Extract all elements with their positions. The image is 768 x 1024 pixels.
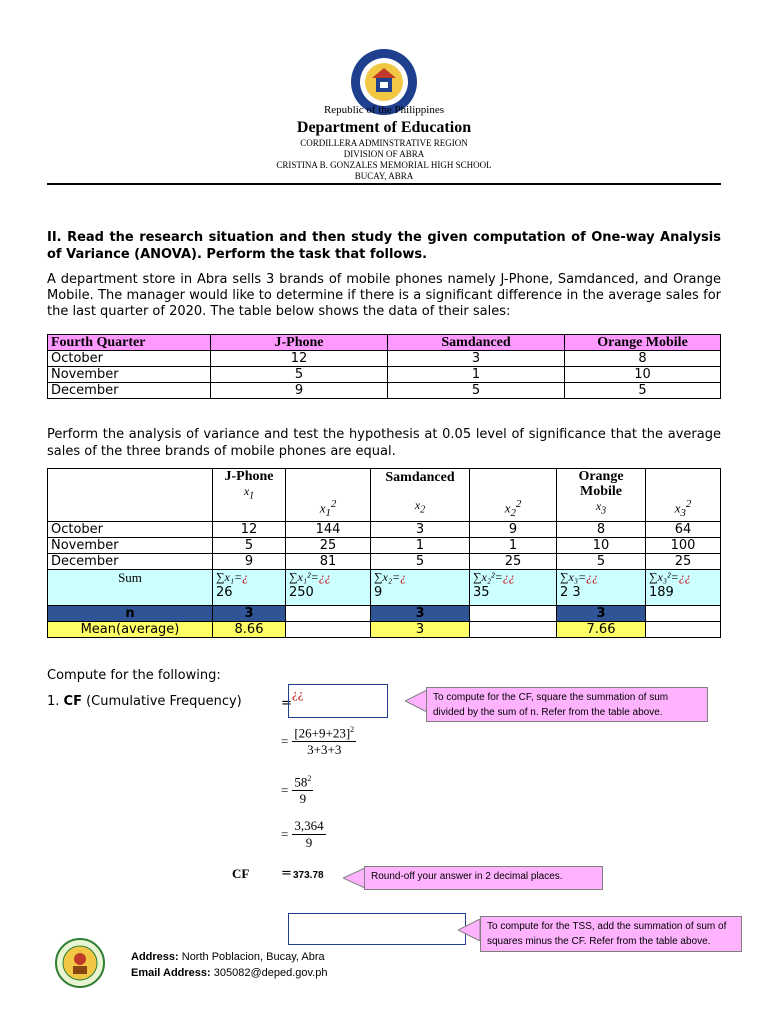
sum-cell xyxy=(286,570,371,606)
table-row xyxy=(48,383,721,399)
value-cell: 1 xyxy=(371,538,470,554)
value-cell: 144 xyxy=(286,522,371,538)
mean-value: 8.66 xyxy=(213,622,286,638)
header-cell: J-Phone xyxy=(211,335,388,351)
sum-label: Sum xyxy=(48,570,213,606)
situation-paragraph: A department store in Abra sells 3 brands of mobile phones namely J-Phone, Samdanced, and Orange Mobile. The manager would like to determine if there is a significant difference in the average sales for the last quarter of 2020. The table below shows the data of their sales: xyxy=(47,272,721,319)
empty-cell xyxy=(470,622,557,638)
sum-value: 26 xyxy=(216,585,233,600)
month-cell: November xyxy=(48,538,213,554)
exponent: 2 xyxy=(307,774,312,783)
brand-header xyxy=(213,469,286,522)
sum-mark: ¿¿ xyxy=(586,570,599,584)
n-value: 3 xyxy=(557,606,646,622)
header-divider xyxy=(47,183,721,185)
sum-cell xyxy=(557,570,646,606)
sum-cell xyxy=(213,570,286,606)
step1-numerator: [26+9+23] xyxy=(294,725,351,741)
sum-expr: ∑x₂= xyxy=(374,570,401,584)
sum-value: 189 xyxy=(649,585,674,600)
email-line xyxy=(131,967,327,979)
school-line: CRISTINA B. GONZALES MEMORIAL HIGH SCHOOL xyxy=(276,160,492,170)
mean-label: Mean(average) xyxy=(48,622,213,638)
item-bold: CF xyxy=(63,694,82,709)
section-heading: II. Read the research situation and then study the given computation of One-way Analysis of Variance (ANOVA). Perform the task that follows. xyxy=(47,230,721,262)
value-cell: 9 xyxy=(211,383,388,399)
sum-row xyxy=(48,570,721,606)
email-label: Email Address: xyxy=(131,967,211,979)
empty-cell xyxy=(646,606,721,622)
sum-expr: ∑x₁= xyxy=(216,570,243,584)
compute-intro: Compute for the following: xyxy=(47,668,221,683)
value-cell: 9 xyxy=(213,554,286,570)
sum-mark: ¿ xyxy=(400,570,407,584)
empty-cell xyxy=(286,622,371,638)
empty-cell xyxy=(48,469,213,522)
sum-cell xyxy=(646,570,721,606)
sales-table-header xyxy=(48,335,721,351)
brand-name: Orange Mobile xyxy=(578,469,624,499)
equals-sign: = xyxy=(281,826,289,842)
town-line: BUCAY, ABRA xyxy=(354,171,414,181)
n-label: n xyxy=(48,606,213,622)
header-cell: Samdanced xyxy=(388,335,565,351)
mean-value: 3 xyxy=(371,622,470,638)
sum-expr: ∑x₂²= xyxy=(473,570,503,584)
value-cell: 5 xyxy=(211,367,388,383)
value-cell: 5 xyxy=(557,554,646,570)
cf-answer-box[interactable] xyxy=(288,684,388,718)
exponent: 2 xyxy=(350,725,355,734)
callout-arrow xyxy=(458,919,482,946)
table-row xyxy=(48,538,721,554)
sales-table xyxy=(47,334,721,399)
value-cell: 8 xyxy=(557,522,646,538)
brand-header xyxy=(371,469,470,522)
republic-line: Republic of the Philippines xyxy=(323,104,445,116)
sum-expr: ∑x₁²= xyxy=(289,570,319,584)
sum-cell xyxy=(371,570,470,606)
empty-cell xyxy=(286,606,371,622)
month-cell: December xyxy=(48,554,213,570)
step2-numerator: 58 xyxy=(294,774,308,790)
email-value[interactable]: 305082@deped.gov.ph xyxy=(213,967,328,979)
value-cell: 5 xyxy=(565,383,721,399)
empty-cell xyxy=(470,606,557,622)
n-row xyxy=(48,606,721,622)
value-cell: 5 xyxy=(213,538,286,554)
month-cell: October xyxy=(48,522,213,538)
anova-header-row xyxy=(48,469,721,522)
brand-name: Samdanced xyxy=(385,470,455,485)
value-cell: 1 xyxy=(470,538,557,554)
mean-row xyxy=(48,622,721,638)
header-cell: Fourth Quarter xyxy=(48,335,211,351)
address-label: Address: xyxy=(131,951,179,963)
step-1 xyxy=(281,725,356,758)
address-line xyxy=(131,951,325,963)
value-cell: 9 xyxy=(470,522,557,538)
value-cell: 12 xyxy=(211,351,388,367)
table-row xyxy=(48,367,721,383)
var-label: $x_2$ xyxy=(414,498,426,516)
sum-cell xyxy=(470,570,557,606)
cf-callout: To compute for the CF, square the summation of sum divided by the sum of n. Refer from the table above. xyxy=(426,687,708,722)
region-line: CORDILLERA ADMINSTRATIVE REGION xyxy=(300,138,468,148)
sum-mark: ¿¿ xyxy=(678,570,691,584)
value-cell: 100 xyxy=(646,538,721,554)
sum-value: 250 xyxy=(289,585,314,600)
step2-denominator: 9 xyxy=(299,791,307,807)
item-number: 1. xyxy=(47,694,60,709)
table-row xyxy=(48,522,721,538)
step3-numerator: 3,364 xyxy=(294,818,324,833)
division-line: DIVISION OF ABRA xyxy=(343,149,425,159)
n-value: 3 xyxy=(371,606,470,622)
school-logo xyxy=(55,938,105,988)
value-cell: 10 xyxy=(557,538,646,554)
sum-value: 2 3 xyxy=(560,585,581,600)
var-header: $x_2^2$ xyxy=(470,469,557,522)
value-cell: 8 xyxy=(565,351,721,367)
sum-mark: ¿¿ xyxy=(502,570,515,584)
step3-denominator: 9 xyxy=(305,835,313,850)
address-value: North Poblacion, Bucay, Abra xyxy=(181,951,325,963)
equals-sign: = xyxy=(281,696,292,711)
sum-value: 35 xyxy=(473,585,490,600)
month-cell: December xyxy=(48,383,211,399)
sum-expr: ∑x₃= xyxy=(560,570,587,584)
value-cell: 25 xyxy=(646,554,721,570)
header-cell: Orange Mobile xyxy=(565,335,721,351)
answer-mark: ¿¿ xyxy=(292,686,304,701)
value-cell: 3 xyxy=(388,351,565,367)
step-3 xyxy=(281,818,326,851)
empty-cell xyxy=(646,622,721,638)
brand-header xyxy=(557,469,646,522)
sum-expr: ∑x₃²= xyxy=(649,570,679,584)
value-cell: 5 xyxy=(371,554,470,570)
task-paragraph: Perform the analysis of variance and test the hypothesis at 0.05 level of significance that the average sales of the three brands of mobile phones are equal. xyxy=(47,427,721,459)
value-cell: 1 xyxy=(388,367,565,383)
value-cell: 12 xyxy=(213,522,286,538)
step-2 xyxy=(281,774,313,807)
var-label: $x_3$ xyxy=(595,499,607,517)
month-cell: November xyxy=(48,367,211,383)
value-cell: 25 xyxy=(470,554,557,570)
brand-name: J-Phone xyxy=(224,469,274,484)
table-row xyxy=(48,351,721,367)
value-cell: 10 xyxy=(565,367,721,383)
value-cell: 3 xyxy=(371,522,470,538)
mean-value: 7.66 xyxy=(557,622,646,638)
month-cell: October xyxy=(48,351,211,367)
var-header: $x_1^2$ xyxy=(286,469,371,522)
tss-callout: To compute for the TSS, add the summation of sum of squares minus the CF. Refer from the table above. xyxy=(480,916,742,952)
department-title: Department of Education xyxy=(296,119,472,136)
round-callout: Round-off your answer in 2 decimal places. xyxy=(364,866,603,890)
cf-label: CF xyxy=(232,866,250,881)
anova-table xyxy=(47,468,721,638)
sum-mark: ¿¿ xyxy=(318,570,331,584)
table-row xyxy=(48,554,721,570)
equals-sign: = xyxy=(281,866,292,881)
value-cell: 64 xyxy=(646,522,721,538)
equals-sign: = xyxy=(281,733,289,749)
var-header: $x_3^2$ xyxy=(646,469,721,522)
value-cell: 5 xyxy=(388,383,565,399)
value-cell: 81 xyxy=(286,554,371,570)
sum-mark: ¿ xyxy=(242,570,249,584)
value-cell: 25 xyxy=(286,538,371,554)
equals-sign: = xyxy=(281,782,289,798)
cf-item xyxy=(47,694,242,709)
n-value: 3 xyxy=(213,606,286,622)
item-rest: (Cumulative Frequency) xyxy=(86,694,242,709)
cf-value: 373.78 xyxy=(293,870,324,881)
step1-denominator: 3+3+3 xyxy=(307,742,342,758)
var-label: $x_1$ xyxy=(243,484,255,502)
tss-answer-box[interactable] xyxy=(288,913,466,945)
sum-value: 9 xyxy=(374,585,383,600)
